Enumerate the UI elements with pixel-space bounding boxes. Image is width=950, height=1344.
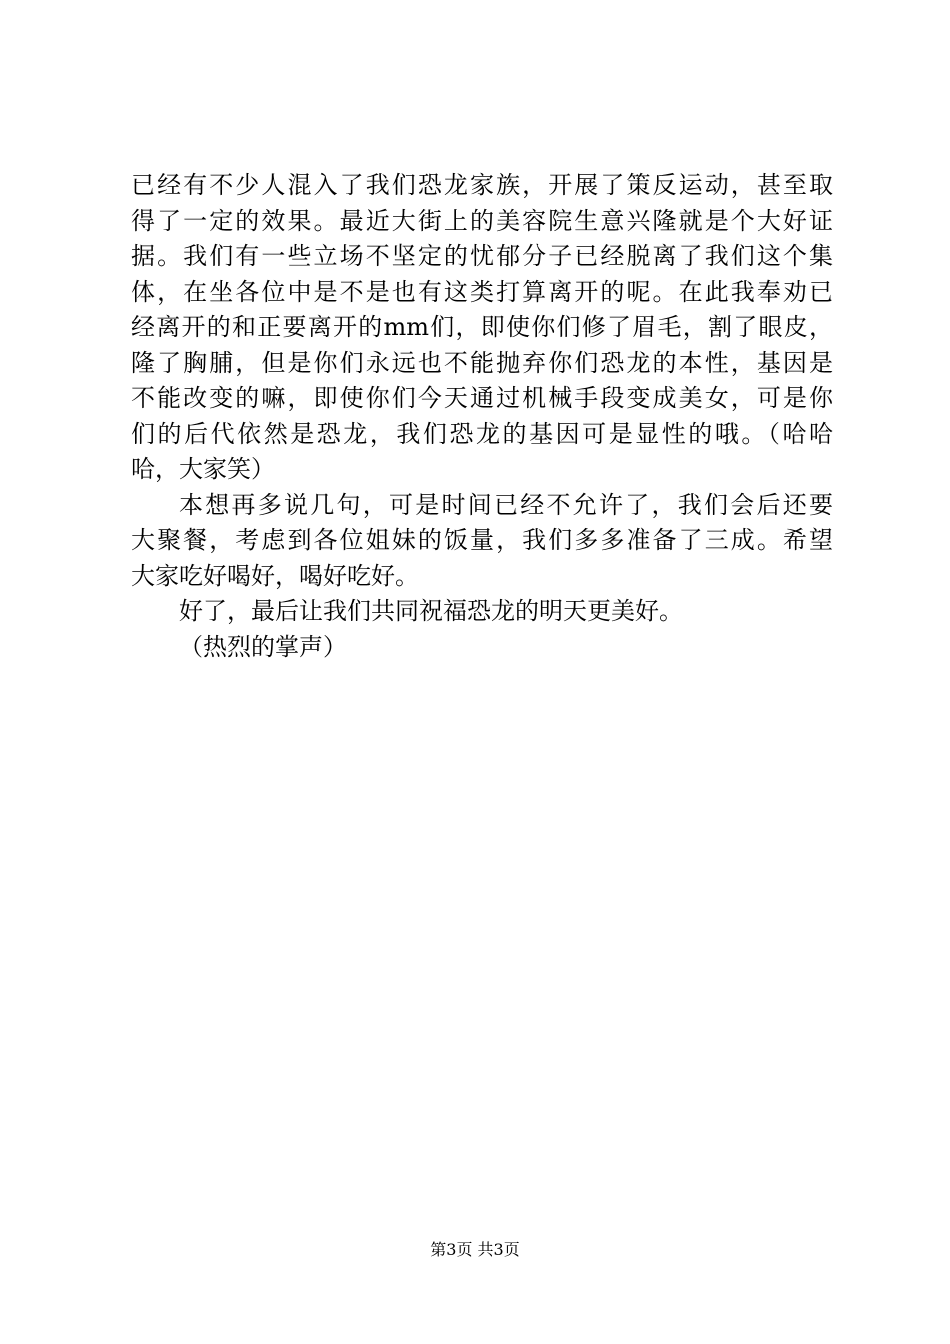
text-line: 好了，最后让我们共同祝福恐龙的明天更美好。 [179,597,683,625]
text-line: 得了一定的效果。最近大街上的美容院生意兴隆就是个大好证 [131,206,833,235]
text-line: 经离开的和正要离开的mm们，即使你们修了眉毛，割了眼皮， [131,313,833,341]
text-line: 隆了胸脯，但是你们永远也不能抛弃你们恐龙的本性，基因是 [131,348,833,377]
text-line: 大聚餐，考虑到各位姐妹的饭量，我们多多准备了三成。希望 [131,526,833,554]
paragraph [131,594,833,630]
text-line: 本想再多说几句，可是时间已经不允许了，我们会后还要 [179,490,833,519]
paragraph [131,488,833,595]
text-line: 体，在坐各位中是不是也有这类打算离开的呢。在此我奉劝已 [131,277,833,306]
text-line: 据。我们有一些立场不坚定的忧郁分子已经脱离了我们这个集 [131,242,833,270]
page-footer [0,1240,950,1260]
text-line: 哈，大家笑） [131,455,275,483]
paragraph [131,630,833,666]
text-line: 不能改变的嘛，即使你们今天通过机械手段变成美女，可是你 [131,384,833,412]
text-line: （热烈的掌声） [179,632,347,661]
paragraph [131,168,833,488]
text-line: 们的后代依然是恐龙，我们恐龙的基因可是显性的哦。（哈哈 [131,419,833,448]
document-body [131,168,833,665]
text-line: 已经有不少人混入了我们恐龙家族，开展了策反运动，甚至取 [131,171,833,199]
text-line: 大家吃好喝好，喝好吃好。 [131,561,419,590]
page-number-label: 第3页 共3页 [430,1240,520,1259]
